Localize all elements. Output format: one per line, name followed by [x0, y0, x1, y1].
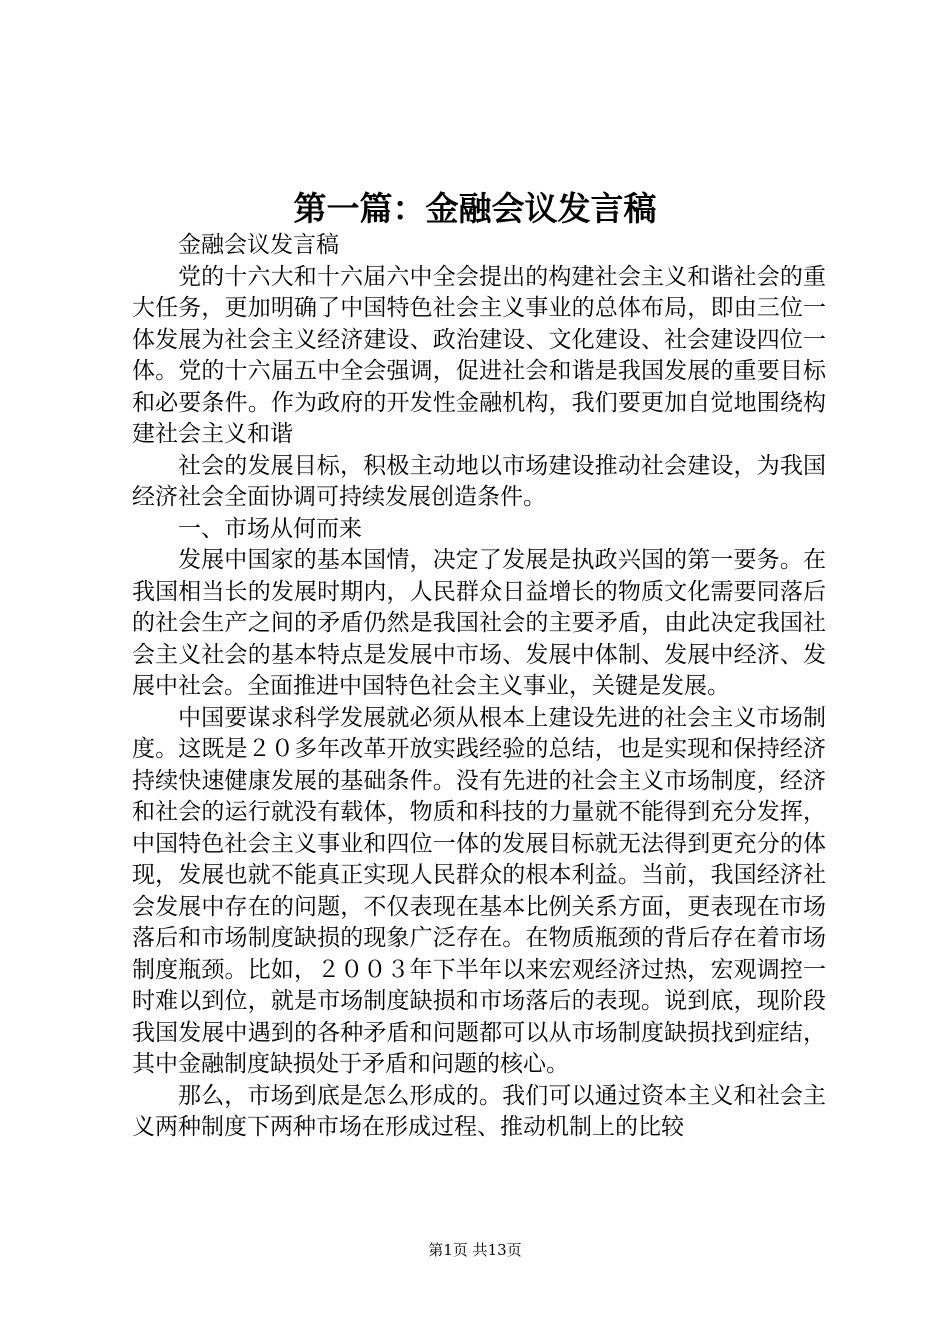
page-footer: 第1页 共13页	[428, 1241, 522, 1259]
paragraph: 党的十六大和十六届六中全会提出的构建社会主义和谐社会的重大任务，更加明确了中国特色社会主义事业的总体布局，即由三位一体发展为社会主义经济建设、政治建设、文化建设、社会建设四位一体。党的十六届五中全会强调，促进社会和谐是我国发展的重要目标和必要条件。作为政府的开发性金融机构，我们要更加自觉地围绕构建社会主义和谐	[132, 263, 826, 447]
section-heading: 一、市场从何而来	[178, 515, 362, 542]
paragraph-subtitle: 金融会议发言稿	[178, 232, 339, 258]
paragraph: 社会的发展目标，积极主动地以市场建设推动社会建设，为我国经济社会全面协调可持续发展创造条件。	[132, 452, 826, 510]
paragraph: 发展中国家的基本国情，决定了发展是执政兴国的第一要务。在我国相当长的发展时期内，人民群众日益增长的物质文化需要同落后的社会生产之间的矛盾仍然是我国社会的主要矛盾，由此决定我国社会主义社会的基本特点是发展中市场、发展中体制、发展中经济、发展中社会。全面推进中国特色社会主义事业，关键是发展。	[132, 547, 826, 699]
document-body	[132, 230, 826, 1144]
paragraph: 那么，市场到底是怎么形成的。我们可以通过资本主义和社会主义两种制度下两种市场在形成过程、推动机制上的比较	[132, 1082, 826, 1140]
document-title: 第一篇：金融会议发言稿	[293, 189, 657, 228]
paragraph: 中国要谋求科学发展就必须从根本上建设先进的社会主义市场制度。这既是２０多年改革开放实践经验的总结，也是实现和保持经济持续快速健康发展的基础条件。没有先进的社会主义市场制度，经济和社会的运行就没有载体，物质和科技的力量就不能得到充分发挥，中国特色社会主义事业和四位一体的发展目标就无法得到更充分的体现，发展也就不能真正实现人民群众的根本利益。当前，我国经济社会发展中存在的问题，不仅表现在基本比例关系方面，更表现在市场落后和市场制度缺损的现象广泛存在。在物质瓶颈的背后存在着市场制度瓶颈。比如，２００３年下半年以来宏观经济过热，宏观调控一时难以到位，就是市场制度缺损和市场落后的表现。说到底，现阶段我国发展中遇到的各种矛盾和问题都可以从市场制度缺损找到症结，其中金融制度缺损处于矛盾和问题的核心。	[132, 704, 826, 1077]
